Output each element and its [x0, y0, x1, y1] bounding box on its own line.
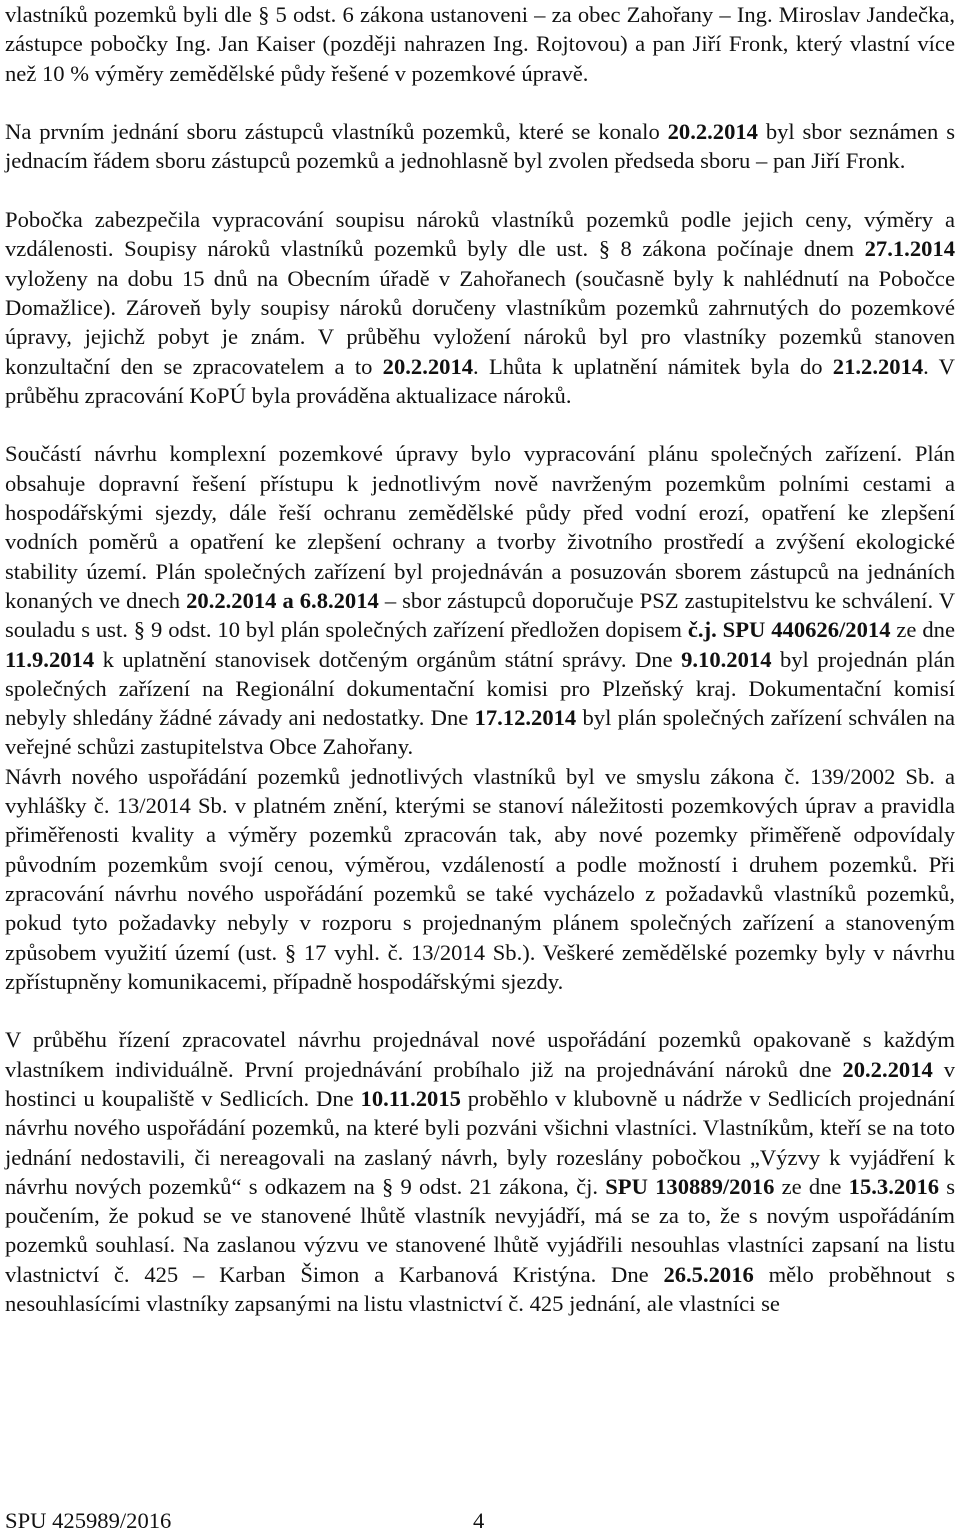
bold-text-run: 20.2.2014 a 6.8.2014 [186, 587, 379, 613]
paragraph-gap [5, 176, 955, 205]
paragraph-gap [5, 996, 955, 1025]
paragraph-board-members [5, 0, 955, 88]
text-run: . V průběhu zpracování KoPÚ byla prováděna aktualizace nároků. [5, 353, 955, 408]
text-run: k uplatnění stanovisek dotčeným orgánům státní správy. Dne [94, 646, 682, 672]
text-run: vlastníků pozemků byli dle § 5 odst. 6 zákona ustanoveni – za obec Zahořany – Ing. Miroslav Jandečka, zástupce pobočky Ing. Jan Kaiser (později nahrazen Ing. Rojtovou) a pan Jiří Fronk, který vlastní více než 10 % výměry zemědělské půdy řešené v pozemkové úpravě. [5, 2, 955, 86]
text-run: byl plán společných zařízení schválen na veřejné schůzi zastupitelstva Obce Zahořany. [5, 705, 955, 760]
text-run: V průběhu řízení zpracovatel návrhu projednával nové uspořádání pozemků opakovaně s každým vlastníkem individuálně. První projednávání probíhalo již na projednávání nároků dne [5, 1027, 955, 1082]
paragraph-common-facilities-plan [5, 439, 955, 996]
document-page [5, 0, 955, 1318]
paragraph-first-meeting [5, 117, 955, 176]
text-run: byl projednán plán společných zařízení na Regionální dokumentační komisi pro Plzeňský kraj. Dokumentační komisí nebyly shledány žádné závady ani nedostatky. Dne [5, 646, 955, 731]
bold-text-run: 20.2.2014 [382, 353, 474, 379]
footer-page-number: 4 [473, 1508, 485, 1533]
bold-text-run: 20.2.2014 [842, 1056, 933, 1082]
text-run: mělo proběhnout s nesouhlasícími vlastníky zapsanými na listu vlastnictví č. 425 jednání, ale vlastníci se [5, 1261, 955, 1317]
footer-document-reference: SPU 425989/2016 [5, 1508, 172, 1533]
bold-text-run: 27.1.2014 [864, 236, 955, 262]
text-run: Součástí návrhu komplexní pozemkové úpravy bylo vypracování plánu společných zařízení. Plán obsahuje dopravní řešení přístupu k jednotlivým nově navrženým pozemkům polními cestami a hospodářskými sjezdy, dále řeší ochranu zemědělské půdy před vodní erozí, opatření ke zlepšení vodních poměrů a opatření ke zlepšení ochrany a tvorby životního prostředí a zvýšení ekologické stability území. Plán společných zařízení byl projednáván a posuzován sborem zástupců na jednáních konaných ve dnech [5, 441, 955, 613]
bold-text-run: 10.11.2015 [360, 1085, 461, 1111]
text-run: . Lhůta k uplatnění námitek byla do [473, 353, 833, 379]
bold-text-run: 17.12.2014 [474, 705, 577, 731]
bold-text-run: 11.9.2014 [5, 646, 95, 672]
page-footer [5, 1508, 485, 1534]
bold-text-run: 9.10.2014 [681, 646, 772, 672]
text-run: v hostinci u koupaliště v Sedlicích. Dne [5, 1056, 955, 1111]
paragraph-claims-list [5, 205, 955, 410]
text-run: ze dne [890, 617, 955, 643]
bold-text-run: 26.5.2016 [663, 1261, 754, 1287]
text-run: vyloženy na dobu 15 dnů na Obecním úřadě v Zahořanech (současně byly k nahlédnutí na Pobočce Domažlice). Zároveň byly soupisy nároků doručeny vlastníkům pozemků zahrnutých do pozemkové úpravy, jejichž pobyt je znám. V průběhu vyložení nároků byl pro vlastníky pozemků stanoven konzultační den se zpracovatelem a to [5, 265, 955, 379]
paragraph-owner-negotiations [5, 1025, 955, 1318]
bold-text-run: č.j. SPU 440626/2014 [687, 617, 891, 643]
bold-text-run: 15.3.2016 [848, 1173, 940, 1199]
text-run: Návrh nového uspořádání pozemků jednotlivých vlastníků byl ve smyslu zákona č. 139/2002 Sb. a vyhlášky č. 13/2014 Sb. v platném znění, kterými se stanoví náležitosti pozemkových úprav a pravidla přiměřenosti kvality a výměry pozemků zpracován tak, aby nové pozemky přiměřeně odpovídaly původním pozemkům svojí cenou, výměrou, vzdáleností a podle možností i druhem pozemků. Při zpracování návrhu nového uspořádání pozemků se také vycházelo z požadavků vlastníků pozemků, pokud tyto požadavky nebyly v rozporu s projednaným plánem společných zařízení a stanoveným způsobem využití území (ust. § 17 vyhl. č. 13/2014 Sb.). Veškeré zemědělské pozemky byly v návrhu zpřístupněny komunikacemi, případně hospodářskými sjezdy. [5, 763, 955, 994]
text-run: ze dne [774, 1173, 849, 1199]
text-run: – sbor zástupců doporučuje PSZ zastupitelstvu ke schválení. V souladu s ust. § 9 odst. 10 byl plán společných zařízení předložen dopisem [5, 587, 956, 643]
bold-text-run: SPU 130889/2016 [605, 1173, 775, 1199]
paragraph-gap [5, 88, 955, 117]
text-run: proběhlo v klubovně u nádrže v Sedlicích projednání návrhu nového uspořádání pozemků, na které byli pozváni všichni vlastníci. Vlastníkům, kteří se na toto jednání nedostavili, či nereagovali na zaslaný návrh, byly rozeslány pobočkou „Výzvy k vyjádření k návrhu nových pozemků“ s odkazem na § 9 odst. 21 zákona, čj. [5, 1085, 955, 1199]
text-run: byl sbor seznámen s jednacím řádem sboru zástupců pozemků a jednohlasně byl zvolen předseda sboru – pan Jiří Fronk. [5, 119, 955, 174]
text-run: s poučením, že pokud se ve stanovené lhůtě vlastník nevyjádří, má se za to, že s novým uspořádáním pozemků souhlasí. Na zaslanou výzvu ve stanovené lhůtě vyjádřili nesouhlas vlastníci zapsaní na listu vlastnictví č. 425 – Karban Šimon a Karbanová Kristýna. Dne [5, 1173, 956, 1287]
bold-text-run: 20.2.2014 [667, 119, 758, 145]
paragraph-gap [5, 410, 955, 439]
text-run: Na prvním jednání sboru zástupců vlastníků pozemků, které se konalo [5, 119, 668, 145]
bold-text-run: 21.2.2014 [832, 353, 924, 379]
text-run: Pobočka zabezpečila vypracování soupisu nároků vlastníků pozemků podle jejich ceny, výměry a vzdálenosti. Soupisy nároků vlastníků pozemků byly dle ust. § 8 zákona počínaje dnem [5, 207, 955, 262]
